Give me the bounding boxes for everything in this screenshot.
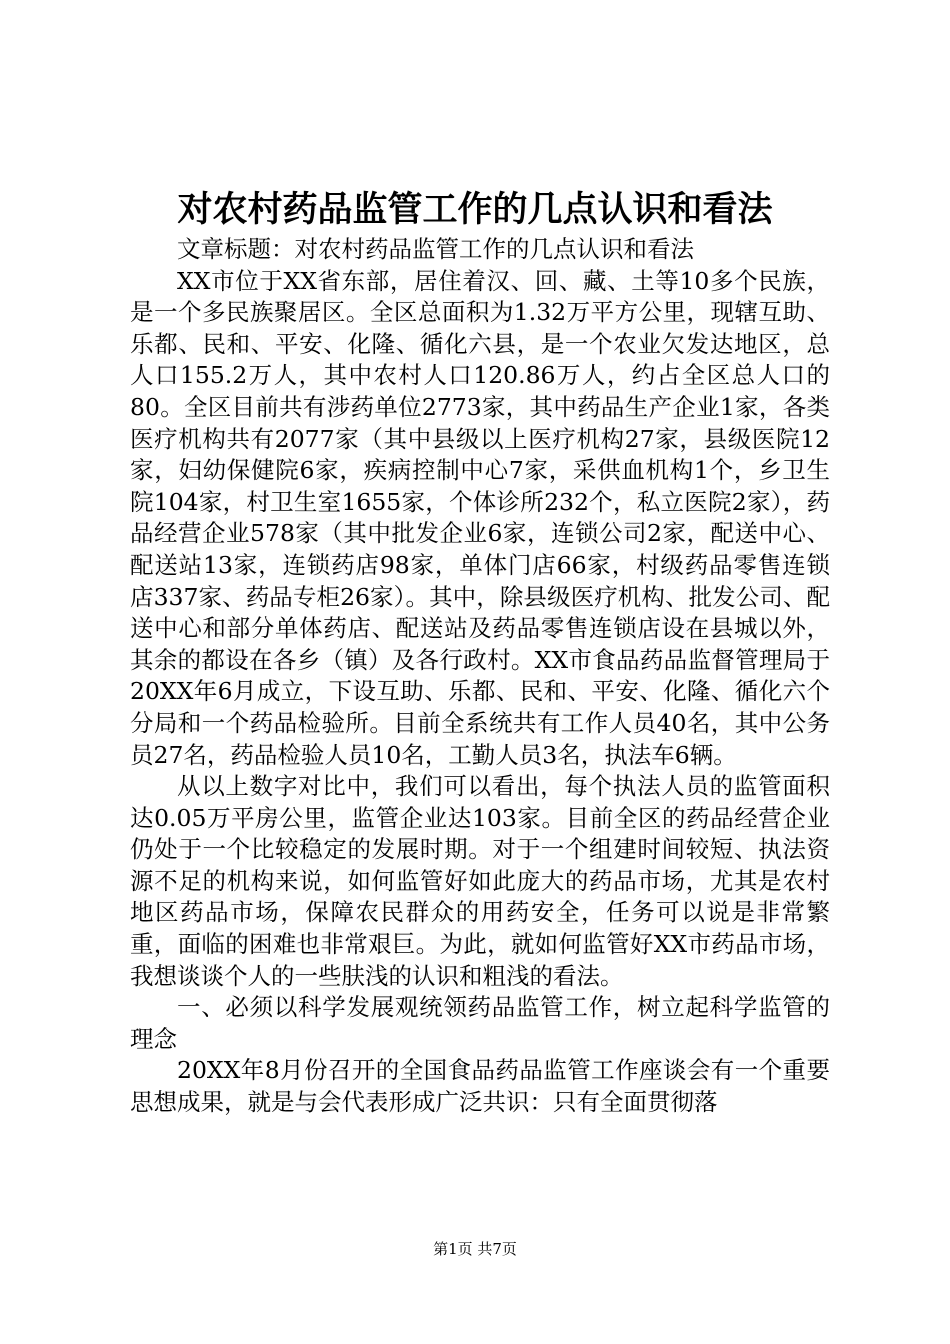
- document-body: [130, 234, 830, 1119]
- page-footer: 第1页 共7页: [433, 1240, 517, 1258]
- article-title-line: 文章标题：对农村药品监管工作的几点认识和看法: [177, 235, 694, 263]
- paragraph-overview: XX市位于XX省东部，居住着汉、回、藏、土等10多个民族，是一个多民族聚居区。全区总面积为1.32万平方公里，现辖互助、乐都、民和、平安、化隆、循化六县，是一个农业欠发达地区，总人口155.2万人，其中农村人口120.86万人，约占全区总人口的80。全区目前共有涉药单位2773家，其中药品生产企业1家，各类医疗机构共有2077家（其中县级以上医疗机构27家，县级医院12家，妇幼保健院6家，疾病控制中心7家，采供血机构1个，乡卫生院104家，村卫生室1655家，个体诊所232个，私立医院2家），药品经营企业578家（其中批发企业6家，连锁公司2家，配送中心、配送站13家，连锁药店98家，单体门店66家，村级药品零售连锁店337家、药品专柜26家）。其中，除县级医疗机构、批发公司、配送中心和部分单体药店、配送站及药品零售连锁店设在县城以外，其余的都设在各乡（镇）及各行政村。XX市食品药品监督管理局于20XX年6月成立，下设互助、乐都、民和、平安、化隆、循化六个分局和一个药品检验所。目前全系统共有工作人员40名，其中公务员27名，药品检验人员10名，工勤人员3名，执法车6辆。: [130, 266, 830, 769]
- document-title: 对农村药品监管工作的几点认识和看法: [177, 189, 773, 230]
- paragraph-analysis: 从以上数字对比中，我们可以看出，每个执法人员的监管面积达0.05万平房公里，监管企业达103家。目前全区的药品经营企业仍处于一个比较稳定的发展时期。对于一个组建时间较短、执法资源不足的机构来说，如何监管好如此庞大的药品市场，尤其是农村地区药品市场，保障农民群众的用药安全，任务可以说是非常繁重，面临的困难也非常艰巨。为此，就如何监管好XX市药品市场，我想谈谈个人的一些肤浅的认识和粗浅的看法。: [130, 772, 830, 990]
- paragraph-meeting: 20XX年8月份召开的全国食品药品监管工作座谈会有一个重要思想成果，就是与会代表形成广泛共识：只有全面贯彻落: [130, 1056, 830, 1117]
- section-heading-1: 一、必须以科学发展观统领药品监管工作，树立起科学监管的理念: [130, 993, 830, 1053]
